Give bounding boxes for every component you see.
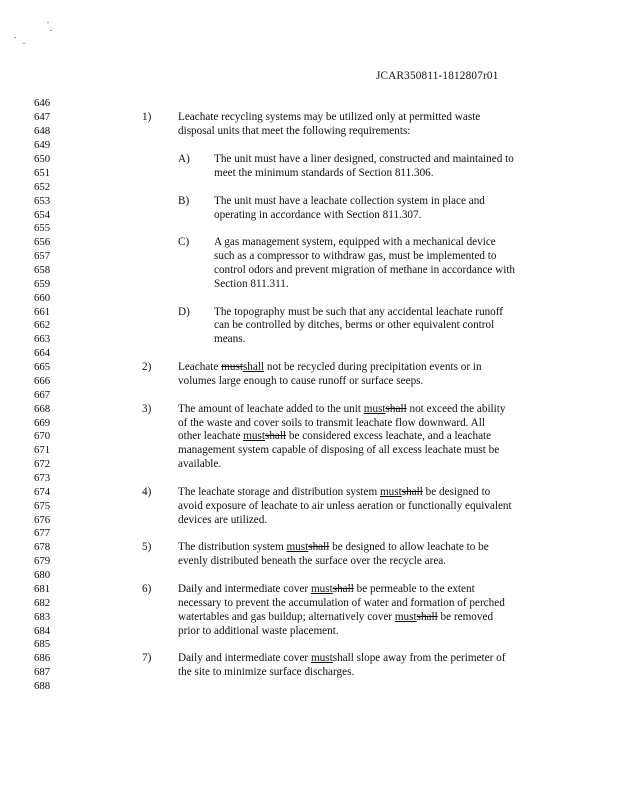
line-number: 678 (34, 541, 51, 553)
line-number: 659 (34, 278, 51, 290)
text-run: The leachate storage and distribution system (178, 486, 380, 498)
deleted-text: shall (308, 541, 330, 553)
scan-speck (14, 37, 16, 38)
item-6-line-2: necessary to prevent the accumulation of water and formation of perched (178, 597, 505, 609)
text-run: be removed (437, 611, 494, 623)
inserted-text: must (363, 403, 386, 415)
item-1b-line-1: The unit must have a leachate collection system in place and (214, 195, 485, 207)
item-6-line-4: prior to additional waste placement. (178, 625, 339, 637)
item-3-line-1 (178, 403, 505, 415)
item-1c-line-2: such as a compressor to withdraw gas, must be implemented to (214, 250, 497, 262)
deleted-text: shall (416, 611, 438, 623)
text-run: watertables and gas buildup; alternatively cover (178, 611, 395, 623)
line-number: 654 (34, 209, 51, 221)
item-4-line-2: avoid exposure of leachate to air unless aeration or functionally equivalent (178, 500, 512, 512)
inserted-text: must (243, 430, 265, 442)
line-number: 665 (34, 361, 51, 373)
line-number: 684 (34, 625, 51, 637)
line-number: 683 (34, 611, 51, 623)
line-number: 647 (34, 111, 51, 123)
document-id-header: JCAR350811-1812807r01 (376, 70, 499, 82)
item-4-line-1 (178, 486, 490, 498)
line-number: 650 (34, 153, 51, 165)
item-1c-line-1: A gas management system, equipped with a mechanical device (214, 236, 496, 248)
line-number: 646 (34, 97, 51, 109)
inserted-text: must (310, 652, 333, 664)
item-1d-line-1: The topography must be such that any accidental leachate runoff (214, 306, 504, 318)
line-number: 648 (34, 125, 51, 137)
text-run: The distribution system (178, 541, 287, 553)
item-7-line-1 (178, 652, 505, 664)
item-1c-line-4: Section 811.311. (214, 278, 289, 290)
text-run: Daily and intermediate cover (178, 583, 311, 595)
item-7-line-2: the site to minimize surface discharges. (178, 666, 355, 678)
item-6-number: 6) (142, 583, 152, 595)
text-run: slope away from the perimeter of (353, 652, 506, 664)
line-number: 652 (34, 181, 51, 193)
item-3-line-5: available. (178, 458, 222, 470)
item-3-line-3 (178, 430, 491, 442)
line-number: 662 (34, 319, 51, 331)
line-number: 657 (34, 250, 51, 262)
item-1c-line-3: control odors and prevent migration of methane in accordance with (214, 264, 516, 276)
text-run: Daily and intermediate cover (178, 652, 311, 664)
item-2-line-1 (178, 361, 482, 373)
item-1b-line-2: operating in accordance with Section 811.307. (214, 209, 422, 221)
line-number: 664 (34, 347, 51, 359)
item-1-line-2: disposal units that meet the following requirements: (178, 125, 411, 137)
line-number: 672 (34, 458, 51, 470)
item-4-line-3: devices are utilized. (178, 514, 268, 526)
line-number: 666 (34, 375, 51, 387)
scan-speck (23, 43, 25, 44)
line-number: 680 (34, 569, 51, 581)
line-number: 671 (34, 444, 51, 456)
scan-speck (47, 22, 49, 23)
text-run: be designed to allow leachate to be (329, 541, 489, 553)
deleted-text: shall (385, 403, 407, 415)
line-number: 682 (34, 597, 51, 609)
line-number: 663 (34, 333, 51, 345)
text-run: The amount of leachate added to the unit (178, 403, 364, 415)
line-number: 651 (34, 167, 51, 179)
item-1d-line-2: can be controlled by ditches, berms or other equivalent control (214, 319, 495, 331)
item-1d-line-3: means. (214, 333, 246, 345)
item-1a-line-2: meet the minimum standards of Section 811.306. (214, 167, 434, 179)
line-number: 669 (34, 417, 51, 429)
inserted-text: must (394, 611, 417, 623)
deleted-text: shall (264, 430, 287, 442)
text-run: not be recycled during precipitation events or in (264, 361, 482, 373)
text-run: not exceed the ability (406, 403, 506, 415)
line-number: 658 (34, 264, 51, 276)
line-number: 674 (34, 486, 51, 498)
line-number: 655 (34, 222, 51, 234)
text-run: Leachate (178, 361, 222, 373)
line-number: 687 (34, 666, 51, 678)
item-6-line-3 (178, 611, 493, 623)
line-number: 686 (34, 652, 51, 664)
item-1d-label: D) (178, 306, 190, 318)
line-number: 656 (34, 236, 51, 248)
item-3-line-4: management system capable of disposing of all excess leachate must be (178, 444, 500, 456)
item-1c-label: C) (178, 236, 190, 248)
item-2-number: 2) (142, 361, 152, 373)
item-1a-label: A) (178, 153, 190, 165)
line-number: 649 (34, 139, 51, 151)
item-1-line-1: Leachate recycling systems may be utilized only at permitted waste (178, 111, 481, 123)
item-7-number: 7) (142, 652, 152, 664)
line-number: 681 (34, 583, 51, 595)
line-number: 668 (34, 403, 51, 415)
line-number: 673 (34, 472, 51, 484)
line-number: 660 (34, 292, 51, 304)
inserted-text: must (310, 583, 333, 595)
line-number: 670 (34, 430, 51, 442)
deleted-text: shall (401, 486, 423, 498)
item-5-line-2: evenly distributed beneath the surface over the recycle area. (178, 555, 447, 567)
item-1-number: 1) (142, 111, 152, 123)
line-number: 675 (34, 500, 51, 512)
line-number: 653 (34, 195, 51, 207)
text-run: shall (332, 652, 354, 664)
scan-speck (50, 30, 52, 31)
item-6-line-1 (178, 583, 475, 595)
line-number: 667 (34, 389, 51, 401)
line-number: 685 (34, 638, 51, 650)
text-run: other leachate (178, 430, 244, 442)
line-number: 679 (34, 555, 51, 567)
deleted-text: must (221, 361, 243, 373)
item-5-number: 5) (142, 541, 152, 553)
text-run: be permeable to the extent (353, 583, 475, 595)
item-3-line-2: of the waste and cover soils to transmit leachate flow downward. All (178, 417, 485, 429)
line-number: 677 (34, 527, 51, 539)
inserted-text: shall (242, 361, 265, 373)
item-5-line-1 (178, 541, 489, 553)
item-1b-label: B) (178, 195, 190, 207)
text-run: be designed to (422, 486, 491, 498)
deleted-text: shall (332, 583, 354, 595)
text-run: be considered excess leachate, and a leachate (286, 430, 492, 442)
item-1a-line-1: The unit must have a liner designed, constructed and maintained to (214, 153, 514, 165)
item-3-number: 3) (142, 403, 152, 415)
item-4-number: 4) (142, 486, 152, 498)
inserted-text: must (286, 541, 309, 553)
line-number: 661 (34, 306, 51, 318)
line-number: 688 (34, 680, 51, 692)
line-number: 676 (34, 514, 51, 526)
item-2-line-2: volumes large enough to cause runoff or surface seeps. (178, 375, 424, 387)
inserted-text: must (379, 486, 402, 498)
